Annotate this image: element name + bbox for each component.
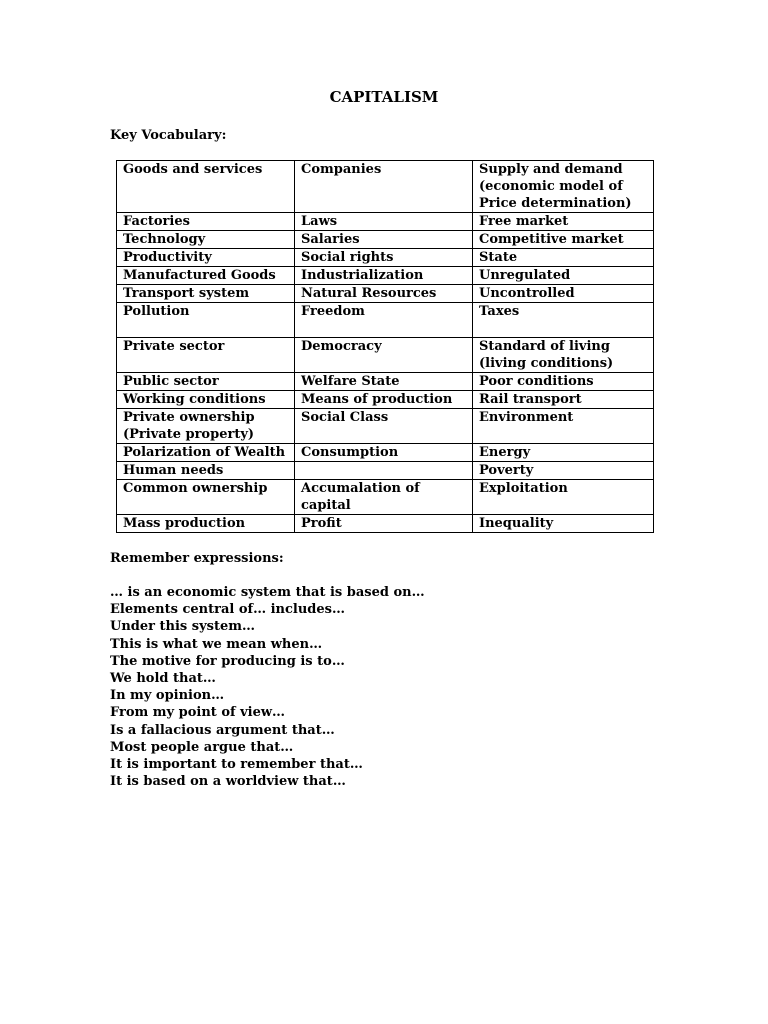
table-row: [117, 267, 654, 285]
table-cell: Freedom: [295, 303, 473, 338]
table-cell: Rail transport: [473, 391, 654, 409]
table-cell: Energy: [473, 444, 654, 462]
table-cell: Companies: [295, 161, 473, 213]
expression-item: We hold that…: [110, 671, 216, 687]
table-row: [117, 373, 654, 391]
table-cell: Pollution: [117, 303, 295, 338]
expression-item: Is a fallacious argument that…: [110, 722, 335, 738]
table-row: [117, 391, 654, 409]
table-cell: Social Class: [295, 409, 473, 444]
table-cell: Goods and services: [117, 161, 295, 213]
table-row: [117, 303, 654, 338]
table-cell: Unregulated: [473, 267, 654, 285]
table-row: [117, 409, 654, 444]
table-cell: Common ownership: [117, 480, 295, 515]
table-cell: Transport system: [117, 285, 295, 303]
table-cell: Environment: [473, 409, 654, 444]
table-cell: Private ownership (Private property): [117, 409, 295, 444]
table-row: [117, 338, 654, 373]
table-row: [117, 462, 654, 480]
table-cell: Welfare State: [295, 373, 473, 391]
table-cell: Social rights: [295, 249, 473, 267]
vocabulary-table-body: [117, 161, 654, 533]
expression-item: Under this system…: [110, 619, 255, 635]
vocabulary-table: [116, 160, 654, 533]
table-cell: Working conditions: [117, 391, 295, 409]
table-cell: Natural Resources: [295, 285, 473, 303]
table-cell: Public sector: [117, 373, 295, 391]
expressions-list: [110, 584, 425, 790]
table-row: [117, 515, 654, 533]
table-cell: Industrialization: [295, 267, 473, 285]
table-cell: Profit: [295, 515, 473, 533]
page-title: CAPITALISM: [329, 88, 439, 106]
expression-item: … is an economic system that is based on…: [110, 585, 425, 600]
table-row: [117, 249, 654, 267]
table-cell: Uncontrolled: [473, 285, 654, 303]
table-row: [117, 161, 654, 213]
expression-item: Elements central of… includes…: [110, 602, 345, 618]
table-cell: Exploitation: [473, 480, 654, 515]
table-cell: Mass production: [117, 515, 295, 533]
expressions-heading: Remember expressions:: [110, 551, 284, 566]
table-cell: Productivity: [117, 249, 295, 267]
expression-item: From my point of view…: [110, 705, 286, 721]
expression-item: It is based on a worldview that…: [110, 774, 346, 790]
table-cell: Inequality: [473, 515, 654, 533]
expression-item: This is what we mean when…: [110, 636, 323, 652]
expression-item: It is important to remember that…: [110, 757, 363, 773]
table-cell: Poor conditions: [473, 373, 654, 391]
table-cell: Factories: [117, 213, 295, 231]
table-row: [117, 285, 654, 303]
table-cell: Means of production: [295, 391, 473, 409]
table-row: [117, 231, 654, 249]
table-cell: Supply and demand (economic model of Price determination): [473, 161, 654, 213]
table-cell: Accumalation of capital: [295, 480, 473, 515]
table-cell: Standard of living (living conditions): [473, 338, 654, 373]
table-cell: State: [473, 249, 654, 267]
table-cell: Polarization of Wealth: [117, 444, 295, 462]
table-row: [117, 213, 654, 231]
table-cell: Manufactured Goods: [117, 267, 295, 285]
vocabulary-heading: Key Vocabulary:: [110, 128, 227, 143]
expression-item: The motive for producing is to…: [110, 653, 345, 669]
table-cell: Technology: [117, 231, 295, 249]
table-cell: Salaries: [295, 231, 473, 249]
table-row: [117, 480, 654, 515]
expression-item: In my opinion…: [110, 688, 225, 704]
table-cell: Taxes: [473, 303, 654, 338]
table-cell: Private sector: [117, 338, 295, 373]
expression-item: Most people argue that…: [110, 739, 294, 755]
table-cell: Human needs: [117, 462, 295, 480]
table-cell: Free market: [473, 213, 654, 231]
table-cell: Democracy: [295, 338, 473, 373]
table-cell: Competitive market: [473, 231, 654, 249]
table-cell: [295, 462, 473, 480]
table-row: [117, 444, 654, 462]
table-cell: Consumption: [295, 444, 473, 462]
table-cell: Laws: [295, 213, 473, 231]
table-cell: Poverty: [473, 462, 654, 480]
